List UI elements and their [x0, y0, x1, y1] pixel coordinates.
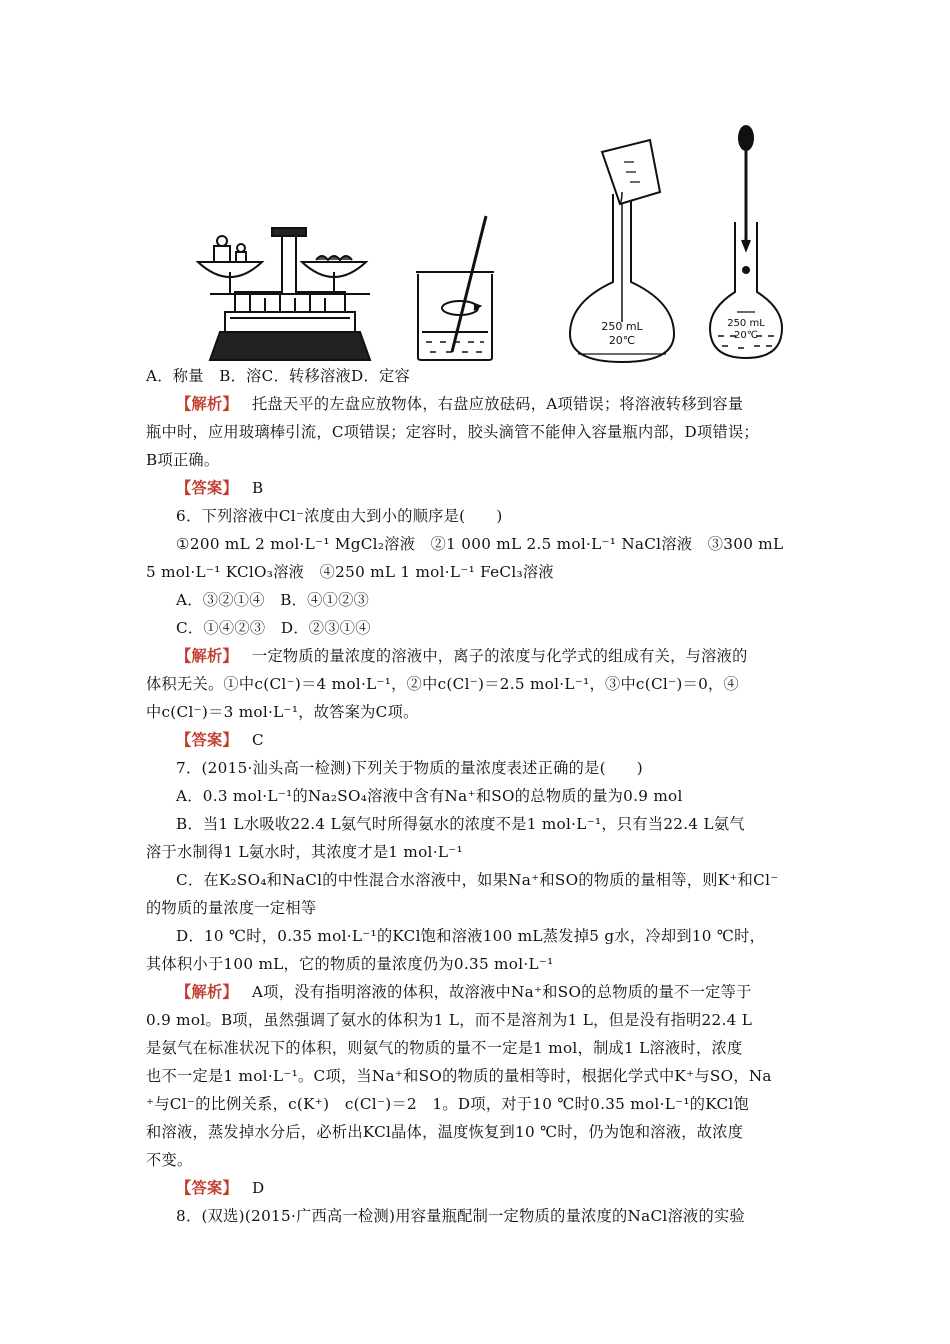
- q5-analysis-line-2: 瓶中时，应用玻璃棒引流，C项错误；定容时，胶头滴管不能伸入容量瓶内部，D项错误；: [146, 423, 759, 441]
- q7-analysis-line-5: ⁺与Cl⁻的比例关系，c(K⁺) c(Cl⁻)＝2 1。D项，对于10 ℃时0.35 mol·L⁻¹的KCl饱: [146, 1095, 750, 1113]
- q6-items-line-1: ①200 mL 2 mol·L⁻¹ MgCl₂溶液 ②1 000 mL 2.5 mol·L⁻¹ NaCl溶液 ③300 mL: [176, 535, 784, 553]
- q7-option-a: A．0.3 mol·L⁻¹的Na₂SO₄溶液中含有Na⁺和SO的总物质的量为0.9 mol: [176, 787, 683, 805]
- q6-options-cd: C．①④②③ D．②③①④: [176, 619, 371, 637]
- beaker-icon: [416, 216, 494, 360]
- q6-options-ab: A．③②①④ B．④①②③: [176, 591, 370, 609]
- lab-apparatus-illustration: [190, 122, 830, 364]
- q6-answer: [176, 730, 836, 750]
- q7-answer-value: D: [251, 1179, 265, 1197]
- q8-stem: 8．(双选)(2015·广西高一检测)用容量瓶配制一定物质的量浓度的NaCl溶液的实验: [176, 1207, 746, 1225]
- q5-analysis-text-1: 托盘天平的左盘应放物体，右盘应放砝码，A项错误；将溶液转移到容量: [251, 395, 744, 413]
- q7-option-c-line-1: C．在K₂SO₄和NaCl的中性混合水溶液中，如果Na⁺和SO的物质的量相等，则K⁺和Cl⁻: [176, 871, 779, 889]
- q7-option-d-line-2: 其体积小于100 mL，它的物质的量浓度仍为0.35 mol·L⁻¹: [146, 955, 554, 973]
- flask2-temp-label: 20℃: [734, 330, 758, 341]
- experiment-figure: [190, 122, 830, 364]
- flask2-volume-label: 250 mL: [727, 318, 765, 329]
- q7-analysis-tag: 【解析】: [176, 983, 238, 1001]
- q6-analysis-line-1: [176, 646, 836, 666]
- q7-analysis-line-3: 是氨气在标准状况下的体积，则氨气的物质的量不一定是1 mol，制成1 L溶液时，浓度: [146, 1039, 743, 1057]
- balance-icon: [198, 228, 370, 360]
- q5-answer-tag: 【答案】: [176, 479, 238, 497]
- q7-option-b-line-1: B．当1 L水吸收22.4 L氨气时所得氨水的浓度不是1 mol·L⁻¹，只有当22.4 L氨气: [176, 815, 745, 833]
- q5-analysis-line-3: B项正确。: [146, 451, 220, 469]
- flask1-volume-label: 250 mL: [601, 320, 643, 333]
- q7-option-c-line-2: 的物质的量浓度一定相等: [146, 899, 317, 917]
- q7-analysis-text-1: A项，没有指明溶液的体积，故溶液中Na⁺和SO的总物质的量不一定等于: [251, 983, 752, 1001]
- q7-option-b-line-2: 溶于水制得1 L氨水时，其浓度才是1 mol·L⁻¹: [146, 843, 463, 861]
- q6-items-line-2: 5 mol·L⁻¹ KClO₃溶液 ④250 mL 1 mol·L⁻¹ FeCl₃溶液: [146, 563, 554, 581]
- q6-answer-value: C: [251, 731, 264, 749]
- q5-analysis-line-1: [176, 394, 836, 414]
- q7-answer: [176, 1178, 836, 1198]
- q7-answer-tag: 【答案】: [176, 1179, 238, 1197]
- q7-analysis-line-6: 和溶液，蒸发掉水分后，必析出KCl晶体，温度恢复到10 ℃时，仍为饱和溶液，故浓度: [146, 1123, 744, 1141]
- q5-analysis-tag: 【解析】: [176, 395, 238, 413]
- q6-analysis-text-1: 一定物质的量浓度的溶液中，离子的浓度与化学式的组成有关，与溶液的: [251, 647, 748, 665]
- q6-analysis-line-3: 中c(Cl⁻)＝3 mol·L⁻¹，故答案为C项。: [146, 703, 419, 721]
- q7-analysis-line-2: 0.9 mol。B项，虽然强调了氨水的体积为1 L，而不是溶剂为1 L，但是没有指明22.4 L: [146, 1011, 753, 1029]
- q7-option-d-line-1: D．10 ℃时，0.35 mol·L⁻¹的KCl饱和溶液100 mL蒸发掉5 g水，冷却到10 ℃时，: [176, 927, 766, 945]
- q5-options: A．称量 B．溶C．转移溶液D．定容: [146, 367, 410, 385]
- q6-answer-tag: 【答案】: [176, 731, 238, 749]
- q7-analysis-line-7: 不变。: [146, 1151, 193, 1169]
- q6-analysis-line-2: 体积无关。①中c(Cl⁻)＝4 mol·L⁻¹，②中c(Cl⁻)＝2.5 mol·L⁻¹，③中c(Cl⁻)＝0，④: [146, 675, 740, 693]
- q7-analysis-line-1: [176, 982, 836, 1002]
- flask1-temp-label: 20℃: [608, 334, 636, 347]
- q7-analysis-line-4: 也不一定是1 mol·L⁻¹。C项，当Na⁺和SO的物质的量相等时，根据化学式中K⁺与SO，Na: [146, 1067, 772, 1085]
- q6-stem: 6．下列溶液中Cl⁻浓度由大到小的顺序是( ): [176, 507, 503, 525]
- q7-stem: 7．(2015·汕头高一检测)下列关于物质的量浓度表述正确的是( ): [176, 759, 644, 777]
- q6-analysis-tag: 【解析】: [176, 647, 238, 665]
- q5-answer: [176, 478, 836, 498]
- q5-answer-value: B: [251, 479, 264, 497]
